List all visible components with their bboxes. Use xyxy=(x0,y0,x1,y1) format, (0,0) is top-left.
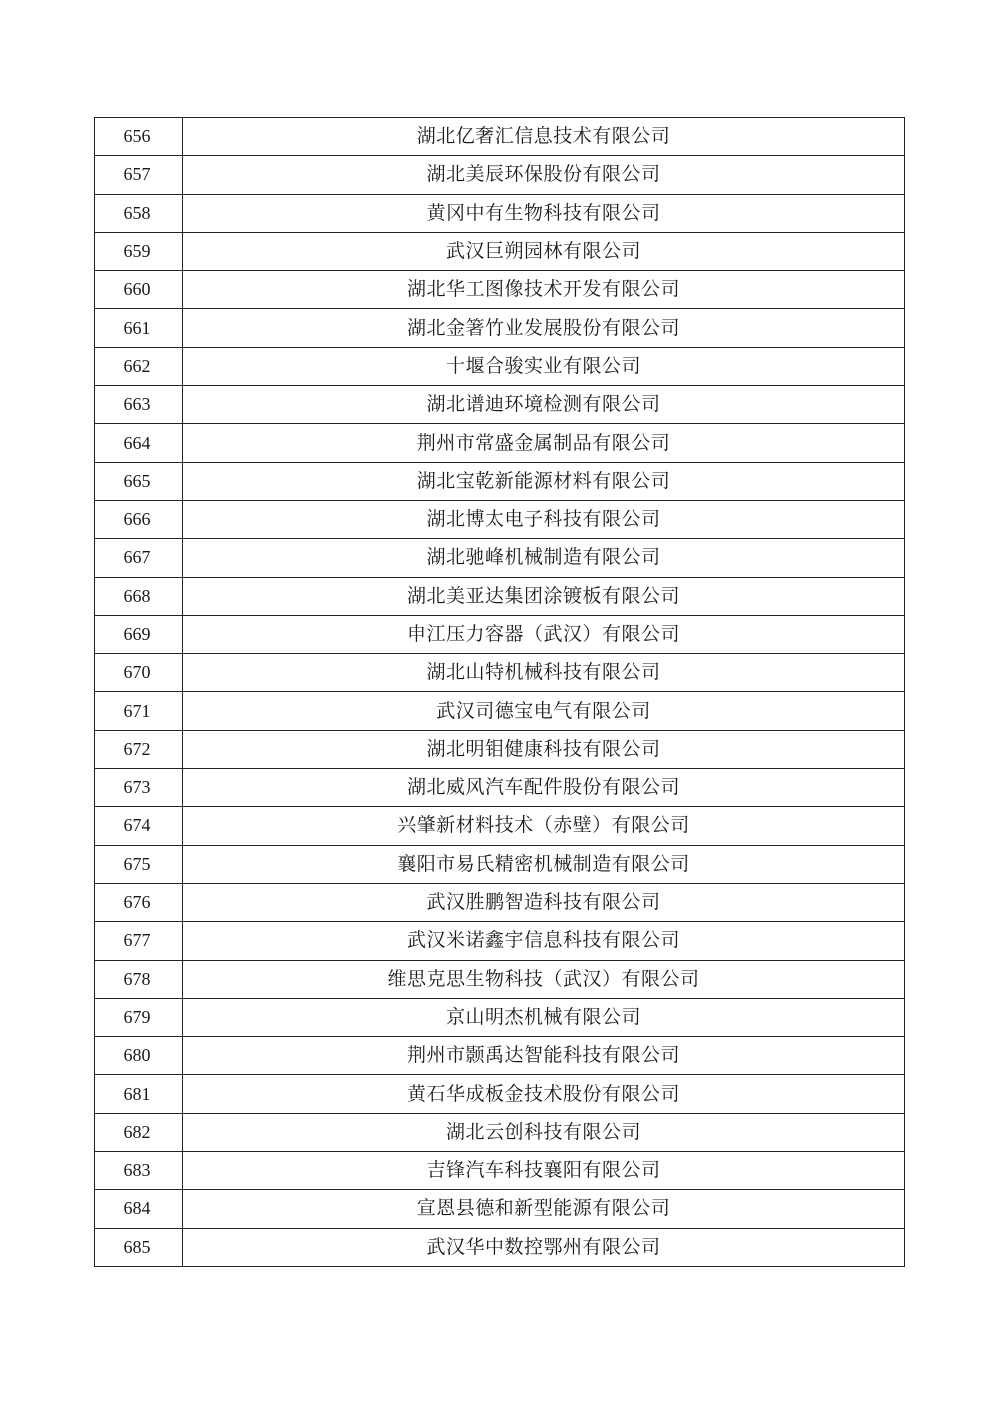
row-number-cell: 680 xyxy=(95,1037,183,1075)
row-number-cell: 657 xyxy=(95,156,183,194)
company-name-cell: 维思克思生物科技（武汉）有限公司 xyxy=(183,960,905,998)
row-number-cell: 660 xyxy=(95,271,183,309)
company-name-cell: 武汉胜鹏智造科技有限公司 xyxy=(183,883,905,921)
company-name-cell: 湖北宝乾新能源材料有限公司 xyxy=(183,462,905,500)
company-name-cell: 湖北明钼健康科技有限公司 xyxy=(183,730,905,768)
table-row xyxy=(95,807,905,845)
table-row xyxy=(95,1037,905,1075)
company-name-cell: 吉锋汽车科技襄阳有限公司 xyxy=(183,1152,905,1190)
table-row xyxy=(95,156,905,194)
company-name-cell: 荆州市常盛金属制品有限公司 xyxy=(183,424,905,462)
row-number-cell: 669 xyxy=(95,615,183,653)
table-row xyxy=(95,1075,905,1113)
company-name-cell: 兴肇新材料技术（赤壁）有限公司 xyxy=(183,807,905,845)
company-name-cell: 武汉华中数控鄂州有限公司 xyxy=(183,1228,905,1266)
table-row xyxy=(95,998,905,1036)
table-row xyxy=(95,1113,905,1151)
row-number-cell: 664 xyxy=(95,424,183,462)
table-row xyxy=(95,615,905,653)
company-name-cell: 湖北云创科技有限公司 xyxy=(183,1113,905,1151)
table-row xyxy=(95,118,905,156)
row-number-cell: 682 xyxy=(95,1113,183,1151)
company-name-cell: 湖北美亚达集团涂镀板有限公司 xyxy=(183,577,905,615)
table-body xyxy=(95,118,905,1267)
row-number-cell: 675 xyxy=(95,845,183,883)
company-name-cell: 湖北亿奢汇信息技术有限公司 xyxy=(183,118,905,156)
row-number-cell: 656 xyxy=(95,118,183,156)
table-row xyxy=(95,309,905,347)
row-number-cell: 672 xyxy=(95,730,183,768)
company-name-cell: 湖北美辰环保股份有限公司 xyxy=(183,156,905,194)
row-number-cell: 673 xyxy=(95,769,183,807)
company-name-cell: 十堰合骏实业有限公司 xyxy=(183,347,905,385)
company-name-cell: 黄石华成板金技术股份有限公司 xyxy=(183,1075,905,1113)
company-name-cell: 宣恩县德和新型能源有限公司 xyxy=(183,1190,905,1228)
company-name-cell: 武汉司德宝电气有限公司 xyxy=(183,692,905,730)
company-name-cell: 襄阳市易氏精密机械制造有限公司 xyxy=(183,845,905,883)
table-row xyxy=(95,883,905,921)
row-number-cell: 666 xyxy=(95,500,183,538)
company-name-cell: 湖北驰峰机械制造有限公司 xyxy=(183,539,905,577)
company-name-cell: 京山明杰机械有限公司 xyxy=(183,998,905,1036)
company-name-cell: 武汉米诺鑫宇信息科技有限公司 xyxy=(183,922,905,960)
table-row xyxy=(95,347,905,385)
table-row xyxy=(95,769,905,807)
row-number-cell: 674 xyxy=(95,807,183,845)
table-row xyxy=(95,271,905,309)
row-number-cell: 679 xyxy=(95,998,183,1036)
table-row xyxy=(95,960,905,998)
company-name-cell: 湖北威风汽车配件股份有限公司 xyxy=(183,769,905,807)
row-number-cell: 670 xyxy=(95,654,183,692)
table-row xyxy=(95,194,905,232)
row-number-cell: 684 xyxy=(95,1190,183,1228)
row-number-cell: 667 xyxy=(95,539,183,577)
table-row xyxy=(95,577,905,615)
table-row xyxy=(95,692,905,730)
row-number-cell: 665 xyxy=(95,462,183,500)
row-number-cell: 668 xyxy=(95,577,183,615)
table-row xyxy=(95,730,905,768)
row-number-cell: 659 xyxy=(95,232,183,270)
company-name-cell: 湖北谱迪环境检测有限公司 xyxy=(183,386,905,424)
company-name-cell: 湖北金箸竹业发展股份有限公司 xyxy=(183,309,905,347)
row-number-cell: 683 xyxy=(95,1152,183,1190)
table-row xyxy=(95,539,905,577)
company-name-cell: 湖北山特机械科技有限公司 xyxy=(183,654,905,692)
table-row xyxy=(95,922,905,960)
row-number-cell: 678 xyxy=(95,960,183,998)
row-number-cell: 677 xyxy=(95,922,183,960)
table-row xyxy=(95,1228,905,1266)
company-name-cell: 荆州市颢禹达智能科技有限公司 xyxy=(183,1037,905,1075)
table-row xyxy=(95,654,905,692)
table-row xyxy=(95,424,905,462)
company-list-table xyxy=(94,117,905,1267)
table-row xyxy=(95,500,905,538)
table-row xyxy=(95,1190,905,1228)
row-number-cell: 676 xyxy=(95,883,183,921)
table-row xyxy=(95,386,905,424)
row-number-cell: 661 xyxy=(95,309,183,347)
company-name-cell: 湖北华工图像技术开发有限公司 xyxy=(183,271,905,309)
company-name-cell: 湖北博太电子科技有限公司 xyxy=(183,500,905,538)
company-name-cell: 黄冈中有生物科技有限公司 xyxy=(183,194,905,232)
row-number-cell: 685 xyxy=(95,1228,183,1266)
row-number-cell: 662 xyxy=(95,347,183,385)
row-number-cell: 681 xyxy=(95,1075,183,1113)
company-name-cell: 申江压力容器（武汉）有限公司 xyxy=(183,615,905,653)
row-number-cell: 671 xyxy=(95,692,183,730)
company-name-cell: 武汉巨朔园林有限公司 xyxy=(183,232,905,270)
table-row xyxy=(95,462,905,500)
row-number-cell: 658 xyxy=(95,194,183,232)
row-number-cell: 663 xyxy=(95,386,183,424)
table-row xyxy=(95,845,905,883)
table-row xyxy=(95,1152,905,1190)
table-row xyxy=(95,232,905,270)
